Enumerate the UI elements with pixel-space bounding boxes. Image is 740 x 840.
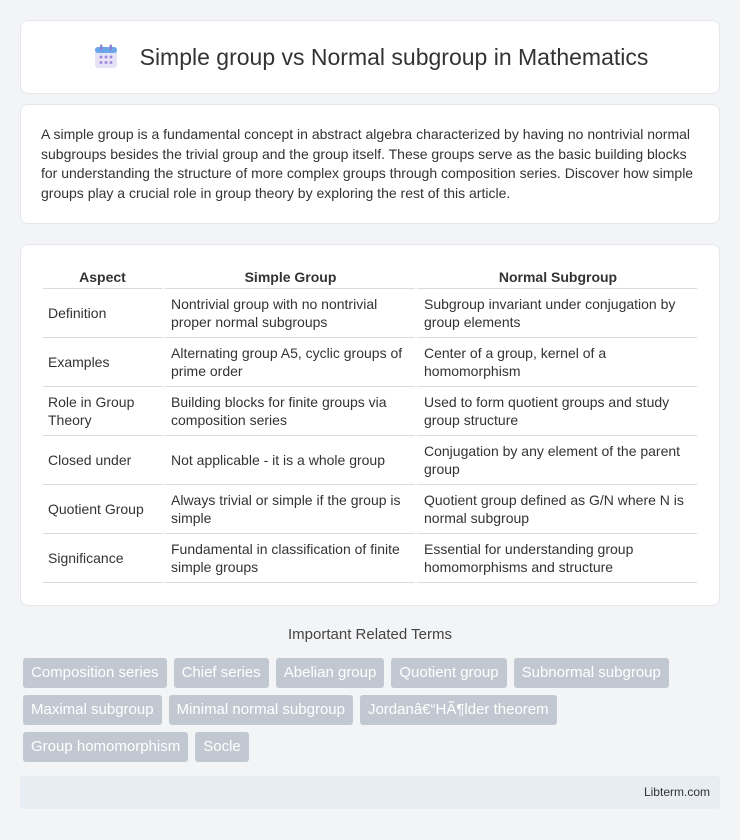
row-simple-group-cell: Nontrivial group with no nontrivial proper normal subgroups bbox=[162, 289, 415, 338]
related-term-tag[interactable]: Chief series bbox=[174, 658, 269, 688]
related-term-tag[interactable]: Quotient group bbox=[391, 658, 506, 688]
header-aspect: Aspect bbox=[43, 265, 162, 289]
row-simple-group-cell: Always trivial or simple if the group is simple bbox=[162, 485, 415, 534]
related-terms-list bbox=[23, 658, 723, 769]
row-simple-group-cell: Fundamental in classification of finite simple groups bbox=[162, 534, 415, 583]
table-row bbox=[43, 387, 697, 436]
row-simple-group-cell: Alternating group A5, cyclic groups of prime order bbox=[162, 338, 415, 387]
table-row bbox=[43, 338, 697, 387]
row-simple-group-cell: Building blocks for finite groups via composition series bbox=[162, 387, 415, 436]
row-aspect-cell: Closed under bbox=[43, 436, 162, 485]
row-normal-subgroup-cell: Essential for understanding group homomorphisms and structure bbox=[415, 534, 697, 583]
comparison-card bbox=[20, 244, 720, 606]
comparison-table bbox=[43, 265, 697, 583]
footer-site-link[interactable]: Libterm.com bbox=[643, 785, 710, 799]
row-aspect-cell: Quotient Group bbox=[43, 485, 162, 534]
row-aspect-cell: Role in Group Theory bbox=[43, 387, 162, 436]
row-normal-subgroup-cell: Subgroup invariant under conjugation by group elements bbox=[415, 289, 697, 338]
calendar-icon bbox=[92, 43, 120, 71]
row-normal-subgroup-cell: Used to form quotient groups and study group structure bbox=[415, 387, 697, 436]
row-aspect-cell: Definition bbox=[43, 289, 162, 338]
related-term-tag[interactable]: Group homomorphism bbox=[23, 732, 188, 762]
row-normal-subgroup-cell: Conjugation by any element of the parent group bbox=[415, 436, 697, 485]
table-header-row bbox=[43, 265, 697, 289]
intro-paragraph: A simple group is a fundamental concept in abstract algebra characterized by having no nontrivial normal subgroups besides the trivial group and the group itself. These groups serve as the basic building blocks for understanding the structure of more complex groups through composition series. Discover how simple groups play a crucial role in group theory by exploring the rest of this article. bbox=[41, 126, 694, 201]
related-term-tag[interactable]: Minimal normal subgroup bbox=[169, 695, 353, 725]
table-row bbox=[43, 485, 697, 534]
row-normal-subgroup-cell: Quotient group defined as G/N where N is normal subgroup bbox=[415, 485, 697, 534]
related-term-tag[interactable]: Abelian group bbox=[276, 658, 385, 688]
title-card bbox=[20, 20, 720, 94]
header-normal-subgroup: Normal Subgroup bbox=[415, 265, 697, 289]
page-title: Simple group vs Normal subgroup in Mathematics bbox=[139, 43, 649, 70]
intro-card bbox=[20, 104, 720, 224]
related-term-tag[interactable]: Composition series bbox=[23, 658, 167, 688]
row-normal-subgroup-cell: Center of a group, kernel of a homomorphism bbox=[415, 338, 697, 387]
header-simple-group: Simple Group bbox=[162, 265, 415, 289]
table-row bbox=[43, 534, 697, 583]
related-term-tag[interactable]: Jordanâ€“HÃ¶lder theorem bbox=[360, 695, 557, 725]
related-term-tag[interactable]: Maximal subgroup bbox=[23, 695, 162, 725]
row-simple-group-cell: Not applicable - it is a whole group bbox=[162, 436, 415, 485]
table-row bbox=[43, 289, 697, 338]
footer bbox=[20, 776, 720, 809]
row-aspect-cell: Significance bbox=[43, 534, 162, 583]
related-term-tag[interactable]: Socle bbox=[195, 732, 249, 762]
table-row bbox=[43, 436, 697, 485]
row-aspect-cell: Examples bbox=[43, 338, 162, 387]
related-term-tag[interactable]: Subnormal subgroup bbox=[514, 658, 669, 688]
related-terms-heading: Important Related Terms bbox=[288, 626, 452, 643]
